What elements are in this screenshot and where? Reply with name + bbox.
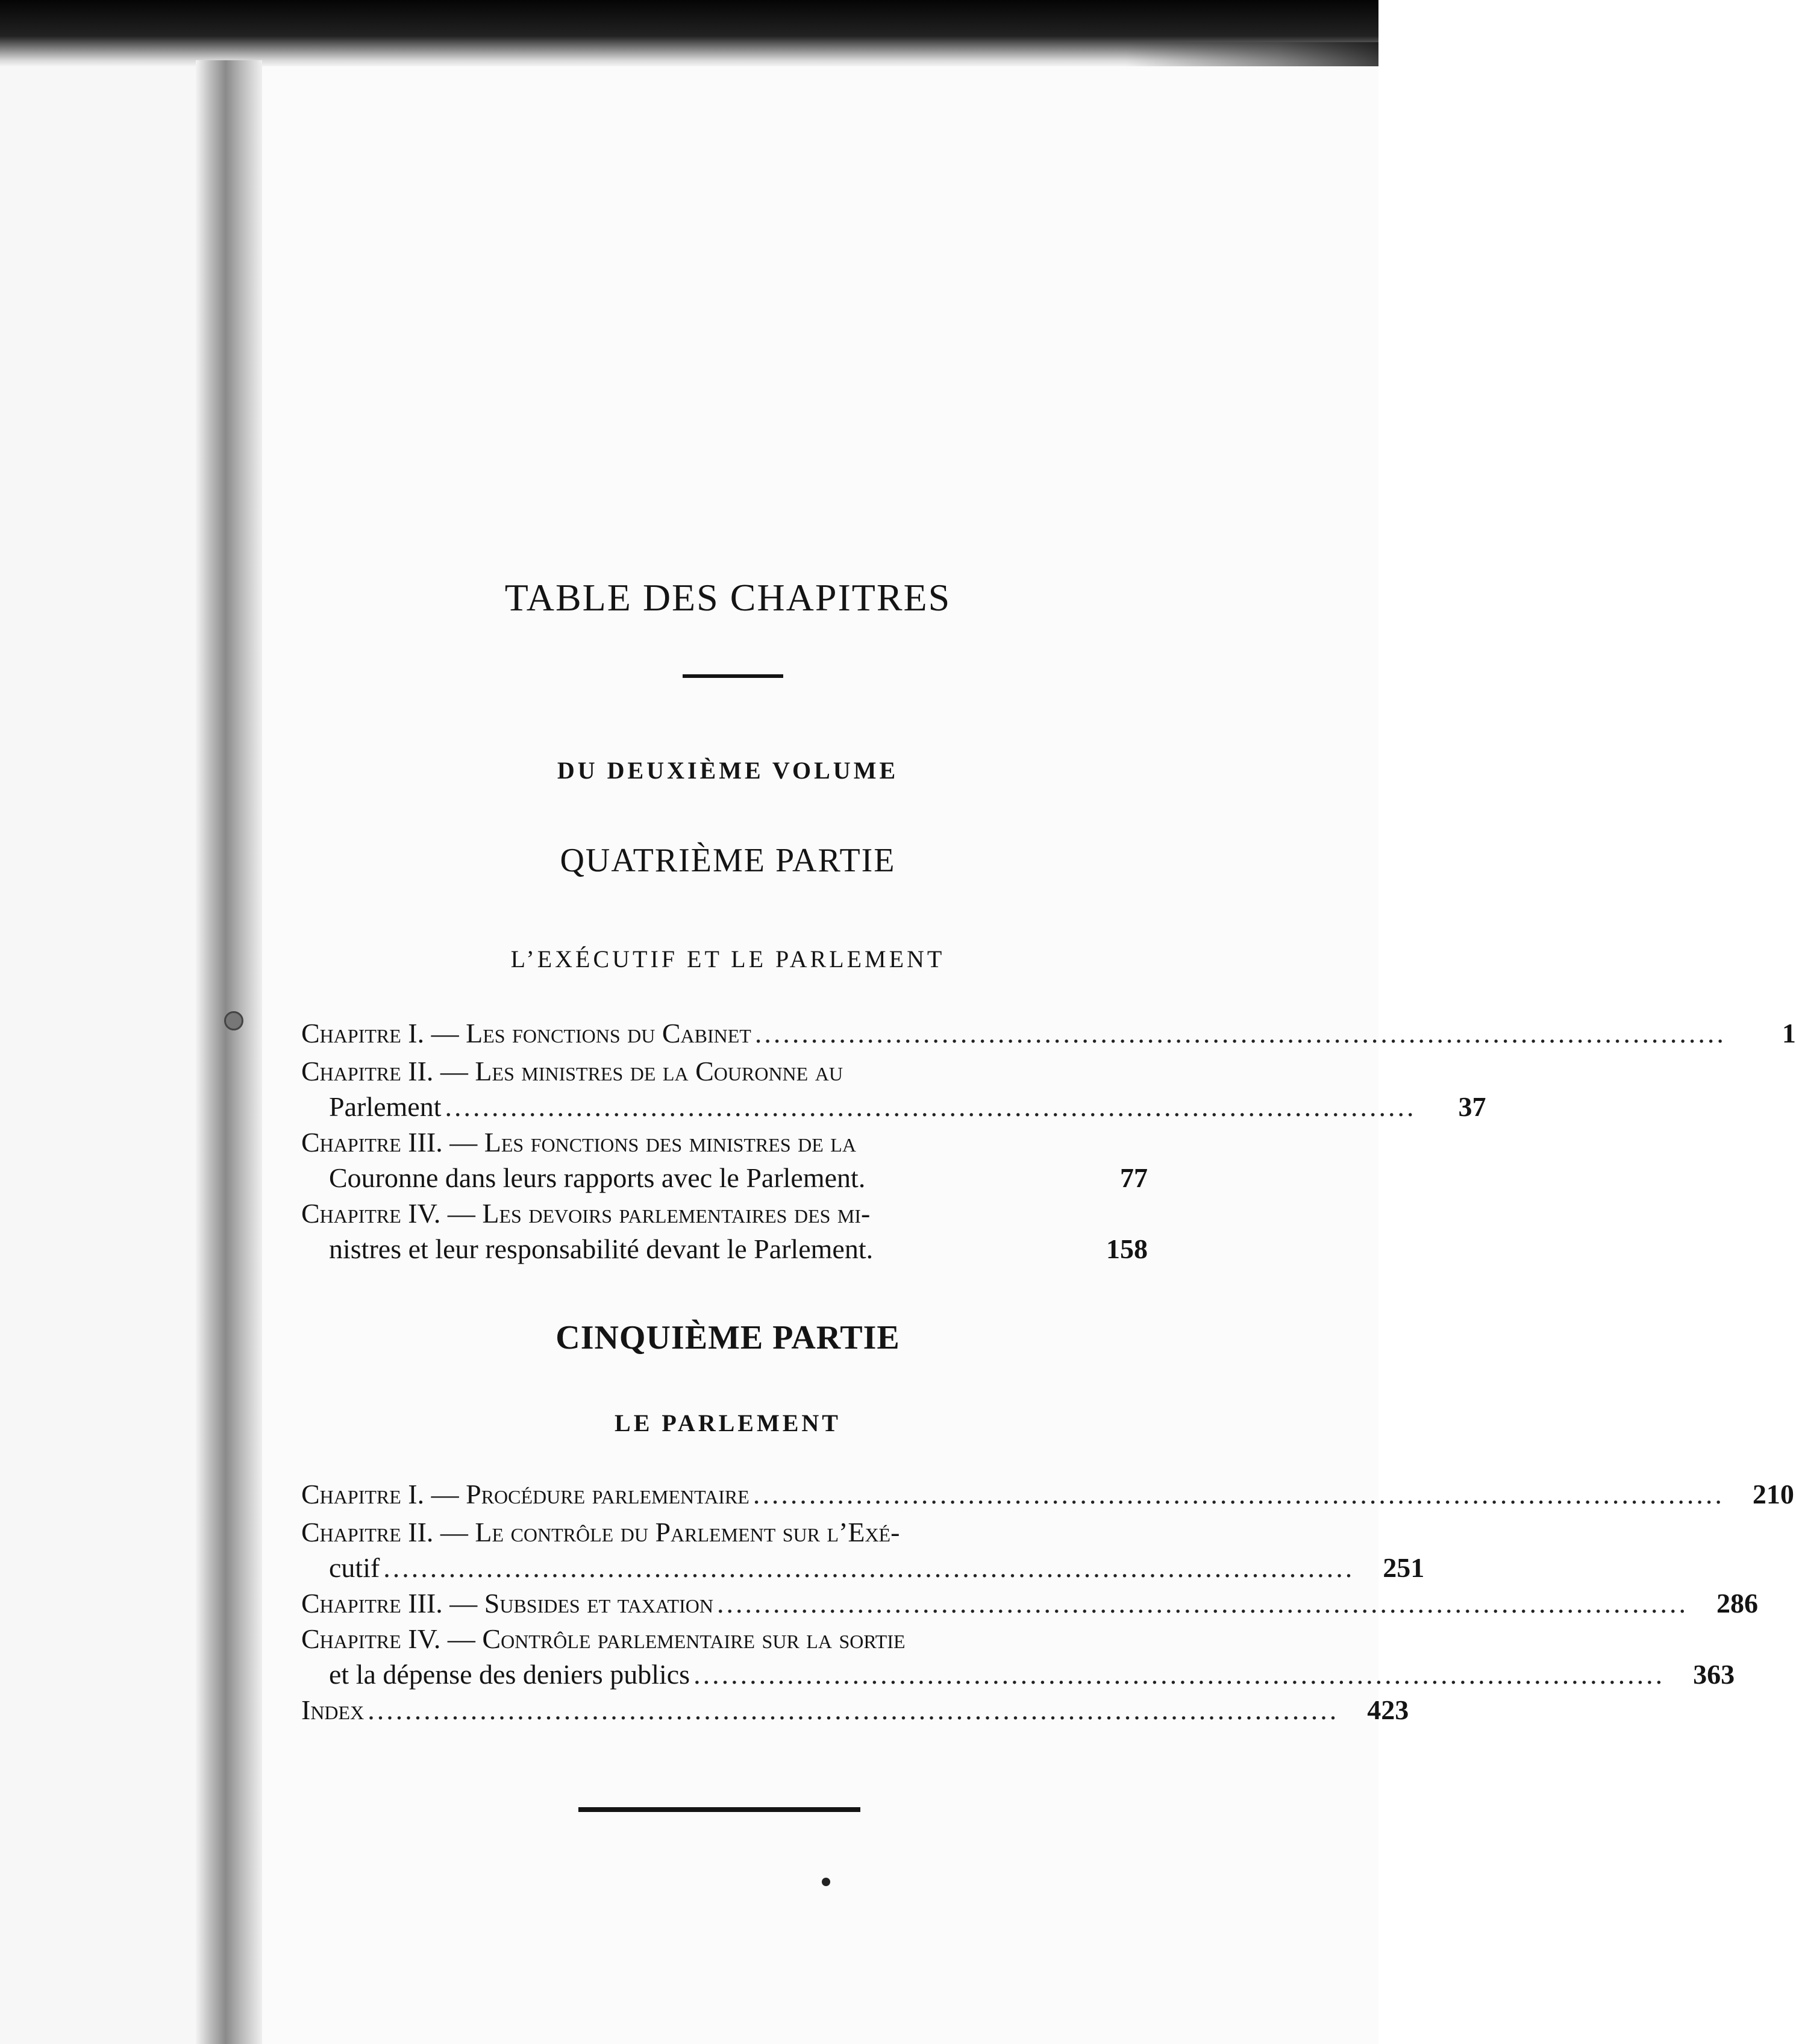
entry-text: Chapitre I. — Les fonctions du Cabinet — [301, 1018, 751, 1049]
page-number: 423 — [1367, 1694, 1409, 1725]
page-number: 251 — [1383, 1552, 1425, 1583]
facing-page — [0, 66, 228, 2044]
part4-title: QUATRIÈME PARTIE — [560, 842, 896, 879]
entry-text: cutif — [329, 1552, 380, 1583]
page-number: 363 — [1693, 1659, 1735, 1690]
ink-speck — [822, 1878, 830, 1886]
entry-text: nistres et leur responsabilité devant le Parlement. — [329, 1234, 874, 1264]
part5-subtitle: LE PARLEMENT — [615, 1409, 841, 1437]
leader-dots: ........................................................................................................ — [716, 1588, 1688, 1619]
leader-dots: ........................................................................................................ — [693, 1659, 1665, 1690]
entry-text: Chapitre II. — Les ministres de la Couronne au — [301, 1056, 843, 1086]
entry-text: Couronne dans leurs rapports avec le Parlement. — [329, 1162, 866, 1193]
entry-text: Index — [301, 1694, 365, 1725]
page-number: 158 — [1106, 1234, 1148, 1264]
toc-entry — [301, 1692, 1409, 1728]
entry-text: Chapitre I. — Procédure parlementaire — [301, 1479, 749, 1509]
page-number: 77 — [1120, 1162, 1148, 1193]
leader-dots: ........................................................................................................ — [753, 1479, 1724, 1509]
entry-text: Chapitre II. — Le contrôle du Parlement sur l’Exé- — [301, 1517, 900, 1547]
page-number: 210 — [1752, 1479, 1794, 1509]
leader-dots: ........................................................................................................ — [383, 1552, 1355, 1583]
toc-entry — [301, 1196, 1148, 1267]
toc-subtitle: DU DEUXIÈME VOLUME — [557, 757, 899, 784]
toc-entry — [301, 1015, 1796, 1051]
binding-hole — [224, 1011, 243, 1030]
title-rule — [683, 674, 783, 678]
part5-title: CINQUIÈME PARTIE — [555, 1319, 900, 1356]
page-number: 1 — [1782, 1018, 1796, 1049]
entry-text: Chapitre IV. — Contrôle parlementaire sur la sortie — [301, 1623, 906, 1654]
toc-title: TABLE DES CHAPITRES — [504, 576, 951, 619]
toc-entry — [301, 1514, 1425, 1585]
toc-entry — [301, 1585, 1758, 1621]
page-number: 286 — [1716, 1588, 1758, 1619]
entry-text: Chapitre III. — Subsides et taxation — [301, 1588, 713, 1619]
leader-dots: ........................................................................................................ — [445, 1091, 1416, 1122]
toc-entry — [301, 1621, 1735, 1692]
toc-entry — [301, 1476, 1794, 1512]
part4-subtitle: L’EXÉCUTIF ET LE PARLEMENT — [510, 945, 945, 973]
entry-text: Chapitre IV. — Les devoirs parlementaires des mi- — [301, 1198, 871, 1229]
entry-text: et la dépense des deniers publics — [329, 1659, 690, 1690]
closing-rule — [578, 1807, 860, 1812]
entry-text: Parlement — [329, 1091, 442, 1122]
entry-text: Chapitre III. — Les fonctions des ministres de la — [301, 1127, 856, 1158]
toc-entry — [301, 1124, 1148, 1196]
page-number: 37 — [1458, 1091, 1486, 1122]
book-gutter — [196, 60, 262, 2044]
leader-dots: ........................................................................................................ — [754, 1018, 1726, 1049]
toc-entry — [301, 1053, 1486, 1124]
leader-dots: ........................................................................................................ — [368, 1694, 1339, 1725]
